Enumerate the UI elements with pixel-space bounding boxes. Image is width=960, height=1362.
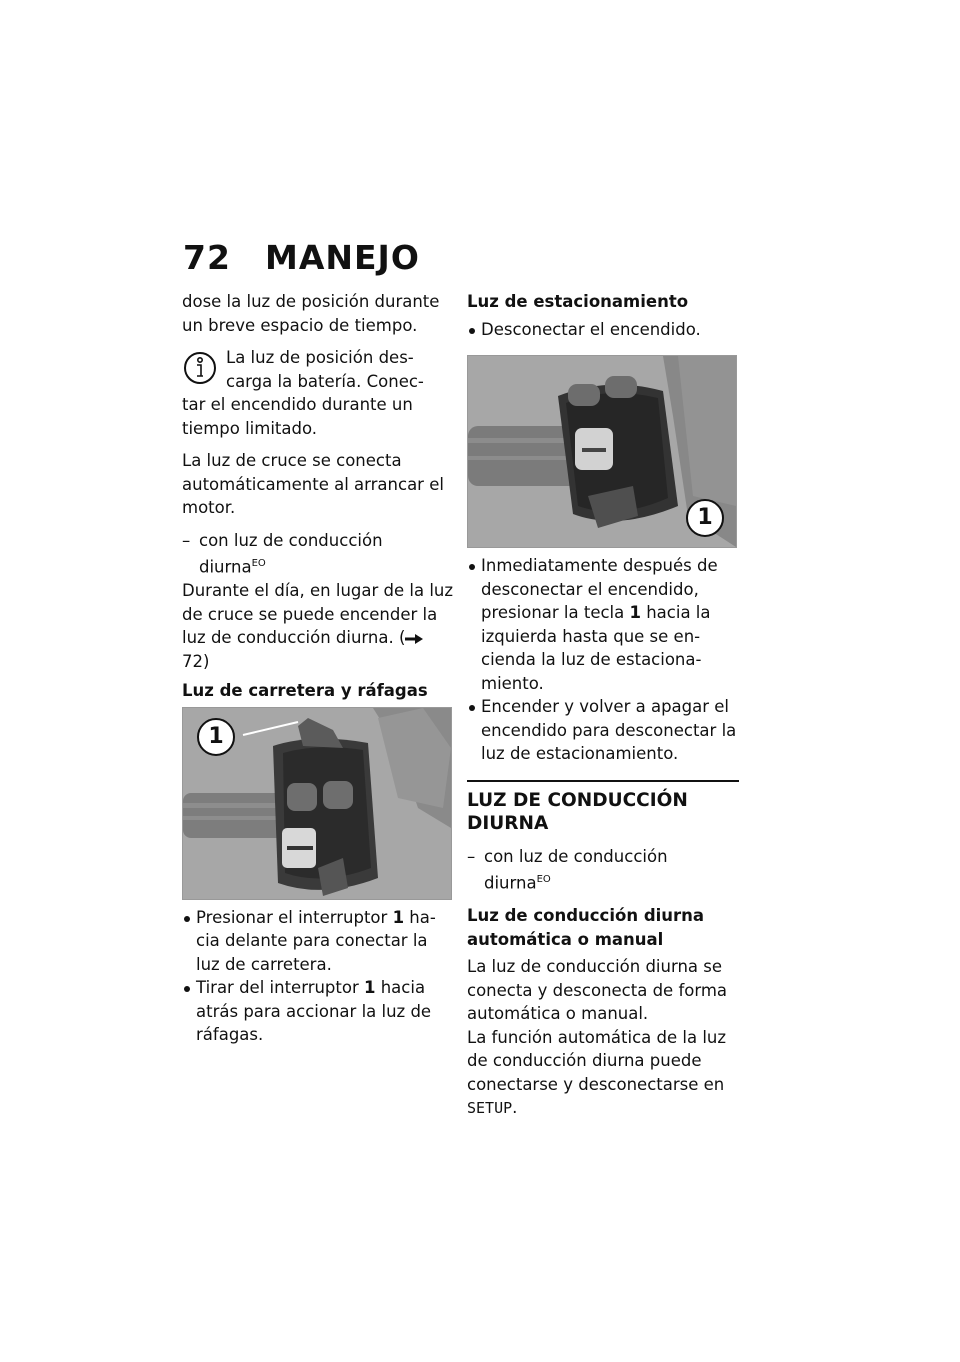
handlebar-switch-figure [182, 707, 452, 900]
paragraph: La luz de cruce se conecta automáticamente al arrancar el motor. [182, 451, 444, 517]
equipment-code: EO [536, 874, 551, 885]
equipment-condition: – con luz de conducción diurna$^{EO}$ [467, 845, 739, 896]
equipment-condition: – con luz de conducción diurna$^{EO}$ [182, 529, 454, 580]
note-text-lead: La luz de posición des-carga la batería. Conec- [226, 348, 424, 391]
page-header [183, 238, 420, 277]
setup-menu-code: SETUP [467, 1099, 513, 1117]
info-icon [183, 351, 217, 385]
paragraph: La luz de conducción diurna se conecta y desconecta de forma automática o manual. [467, 957, 728, 1023]
left-column [182, 290, 454, 1047]
list-item: Inmediatamente después de desconectar el encendido, presionar la tecla 1 hacia la izquierda hasta que se en-cienda la luz de estaciona-miento. [467, 554, 739, 695]
note-text-rest: tar el encendido durante un tiempo limitado. [182, 395, 413, 438]
right-column [467, 290, 739, 1121]
subheading: Luz de estacionamiento [467, 292, 689, 311]
callout-number: 1 [686, 499, 724, 537]
list-item: Tirar del interruptor 1 hacia atrás para accionar la luz de ráfagas. [182, 976, 454, 1047]
section-title: LUZ DE CONDUCCIÓN DIURNA [467, 780, 739, 835]
page-number: 72 [183, 238, 231, 277]
paragraph: La función automática de la luz de conducción diurna puede conectarse y desconectarse en SETUP. [467, 1027, 727, 1117]
list-item: Presionar el interruptor 1 ha-cia delante para conectar la luz de carretera. [182, 906, 454, 977]
equipment-code: EO [251, 558, 266, 569]
subheading: Luz de conducción diurna automática o manual [467, 906, 705, 949]
chapter-title: MANEJO [265, 238, 420, 277]
page-reference[interactable]: ( 72) [182, 628, 423, 671]
arrow-right-icon [405, 634, 423, 644]
paragraph: Durante el día, en lugar de la luz de cruce se puede encender la luz de conducción diurna. ( 72) [182, 581, 454, 671]
callout-number: 1 [197, 718, 235, 756]
paragraph: dose la luz de posición durante un breve espacio de tiempo. [182, 292, 440, 335]
list-item: Encender y volver a apagar el encendido para desconectar la luz de estacionamiento. [467, 695, 739, 766]
subheading: Luz de carretera y ráfagas [182, 681, 428, 700]
parking-light-switch-figure [467, 355, 737, 548]
info-note [182, 346, 454, 440]
list-item: Desconectar el encendido. [467, 318, 739, 342]
